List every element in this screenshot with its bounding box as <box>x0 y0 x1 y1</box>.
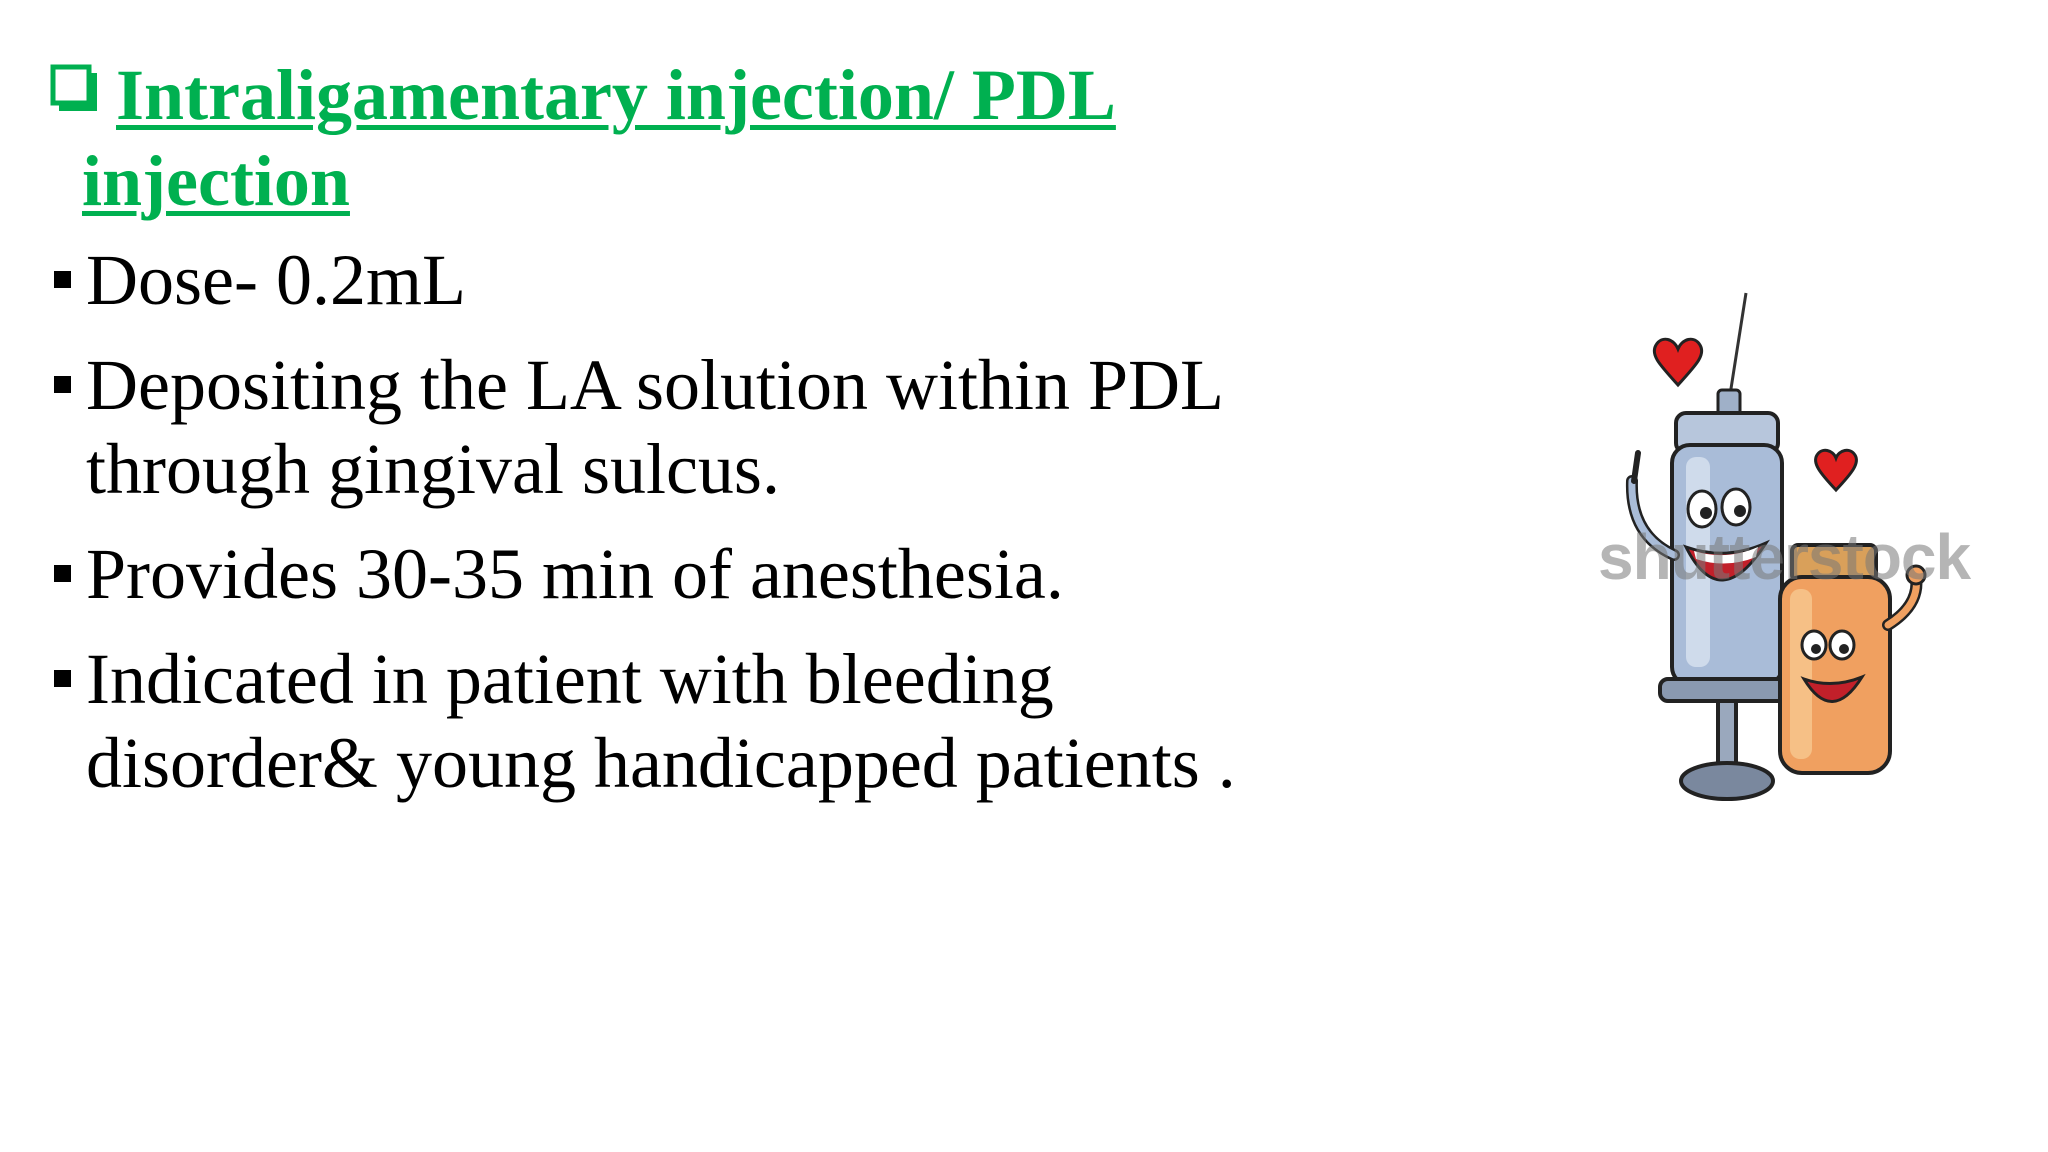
square-bullet-icon <box>54 376 71 393</box>
bullet-item-duration <box>50 532 1370 616</box>
bullet-list <box>50 238 1370 826</box>
bullet-item-depositing <box>50 343 1370 511</box>
square-bullet-icon <box>54 271 71 288</box>
bullet-item-indication <box>50 637 1370 805</box>
checkbox-outline-icon <box>50 64 100 114</box>
syringe-character <box>1632 413 1794 799</box>
slide-title <box>50 52 1270 224</box>
square-bullet-icon <box>54 565 71 582</box>
square-bullet-icon <box>54 670 71 687</box>
bullet-item-dose <box>50 238 1370 322</box>
bullet-text: Provides 30-35 min of anesthesia. <box>86 534 1064 614</box>
bullet-text-continued: disorder& young handicapped patients . <box>86 723 1236 803</box>
title-line-1: Intraligamentary injection/ PDL <box>116 55 1116 135</box>
watermark: shutterstock <box>1598 521 1971 593</box>
heart-icon <box>1816 450 1857 490</box>
heart-icon <box>1654 339 1701 385</box>
bullet-text: Indicated in patient with bleeding <box>86 639 1054 719</box>
bullet-text: Depositing the LA solution within PDL <box>86 345 1225 425</box>
bullet-text-continued: through gingival sulcus. <box>86 429 780 509</box>
title-line-2: injection <box>82 141 350 221</box>
needle <box>1730 293 1746 395</box>
bullet-text: Dose- 0.2mL <box>86 240 466 320</box>
